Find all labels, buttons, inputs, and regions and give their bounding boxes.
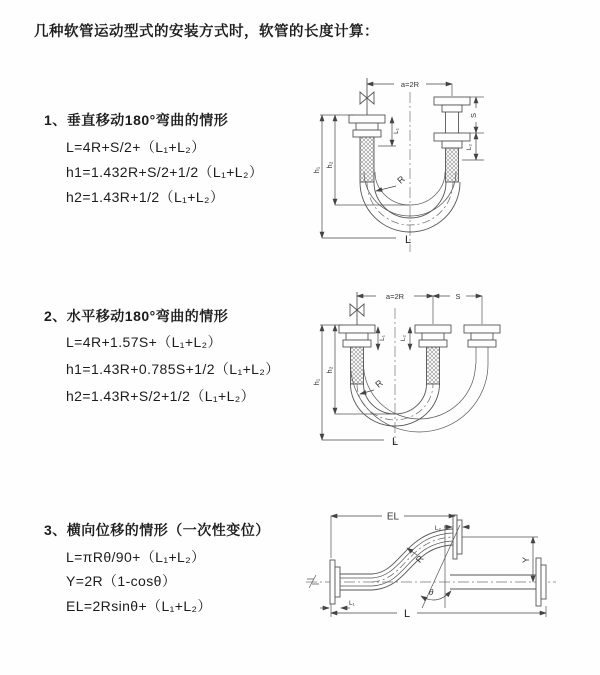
dim-a2r-label: a=2R [385, 292, 405, 301]
diagram-horizontal-180-bend [310, 282, 595, 462]
page-title: 几种软管运动型式的安装方式时，软管的长度计算： [34, 24, 379, 40]
diagram-lateral-displacement [300, 503, 600, 648]
dim-y-label: Y [521, 556, 531, 564]
dimension-h1 [312, 325, 343, 440]
dim-h1-label: h₁ [312, 166, 321, 174]
dimension-l2 [435, 525, 470, 532]
section-3-formula-y: Y=2R（1-cosθ） [66, 573, 177, 589]
section-1-formula-h1: h1=1.432R+S/2+1/2（L₁+L₂） [66, 164, 264, 180]
dimension-a2r [357, 292, 433, 301]
dim-l-label: L [392, 436, 399, 448]
left-pipe-flange [349, 115, 385, 182]
dim-l-label: L [405, 234, 412, 246]
dim-h1-label: h₁ [312, 378, 321, 386]
section-3-formula-el: EL=2Rsinθ+（L₁+L₂） [66, 598, 212, 614]
right-pipe-flange [464, 325, 500, 347]
dim-l2-label: L₂ [466, 143, 473, 151]
dim-r-label: R [413, 553, 426, 565]
dim-h2-label: h₂ [325, 161, 334, 169]
dimension-s-top [433, 292, 482, 324]
dim-l-label: L [403, 608, 411, 620]
dim-l2-label: L₂ [434, 525, 441, 532]
section-1-formula-length: L=4R+S/2+（L₁+L₂） [66, 139, 206, 155]
dim-s-label: S [469, 112, 478, 119]
dimension-radius [376, 174, 407, 191]
angle-theta [421, 525, 460, 608]
dimension-l2 [400, 327, 410, 350]
middle-pipe-flange [415, 325, 451, 384]
dim-r-label: R [395, 173, 407, 186]
centerline-symbol-icon [307, 575, 319, 588]
dimension-h1 [312, 115, 354, 238]
dim-s-label: S [455, 292, 461, 301]
dim-l1-label: L₁ [393, 128, 400, 134]
dim-l1-label: L₁ [379, 335, 386, 341]
section-3-heading: 3、横向位移的情形（一次性变位） [44, 522, 270, 538]
hose-u-bends [351, 347, 489, 432]
dim-r-label: R [373, 377, 385, 390]
section-2-formula-length: L=4R+1.57S+（L₁+L₂） [66, 334, 222, 350]
dimension-l1 [320, 600, 356, 608]
hose-s-curve [372, 529, 453, 590]
dim-h2-label: h₂ [325, 366, 334, 374]
section-2-formula-h1: h1=1.43R+0.785S+1/2（L₁+L₂） [66, 361, 280, 377]
section-1-formula-h2: h2=1.43R+1/2（L₁+L₂） [66, 189, 225, 205]
dim-a2r-label: a=2R [400, 80, 420, 89]
left-pipe-flange [339, 325, 375, 384]
dimension-length [322, 436, 398, 448]
dimension-length [322, 234, 411, 246]
dimension-l1 [378, 327, 386, 350]
section-3-formula-length: L=πRθ/90+（L₁+L₂） [66, 549, 206, 565]
dimension-length [331, 604, 546, 620]
section-1-heading: 1、垂直移动180°弯曲的情形 [44, 112, 229, 128]
dimension-s [469, 97, 484, 133]
dimension-a2r [367, 80, 452, 96]
valve-icon [350, 292, 364, 325]
dim-el-label: EL [386, 511, 400, 523]
valve-icon [360, 78, 374, 115]
diagram-vertical-180-bend [310, 70, 595, 262]
right-pipe-flange [434, 97, 470, 182]
dim-l2-label: L₂ [400, 334, 407, 342]
dim-theta-label: θ [428, 587, 434, 597]
dim-l1-label: L₁ [349, 600, 355, 607]
dimension-el [331, 512, 455, 559]
section-2-heading: 2、水平移动180°弯曲的情形 [44, 308, 229, 324]
section-2-formula-h2: h2=1.43R+S/2+1/2（L₁+L₂） [66, 388, 256, 404]
